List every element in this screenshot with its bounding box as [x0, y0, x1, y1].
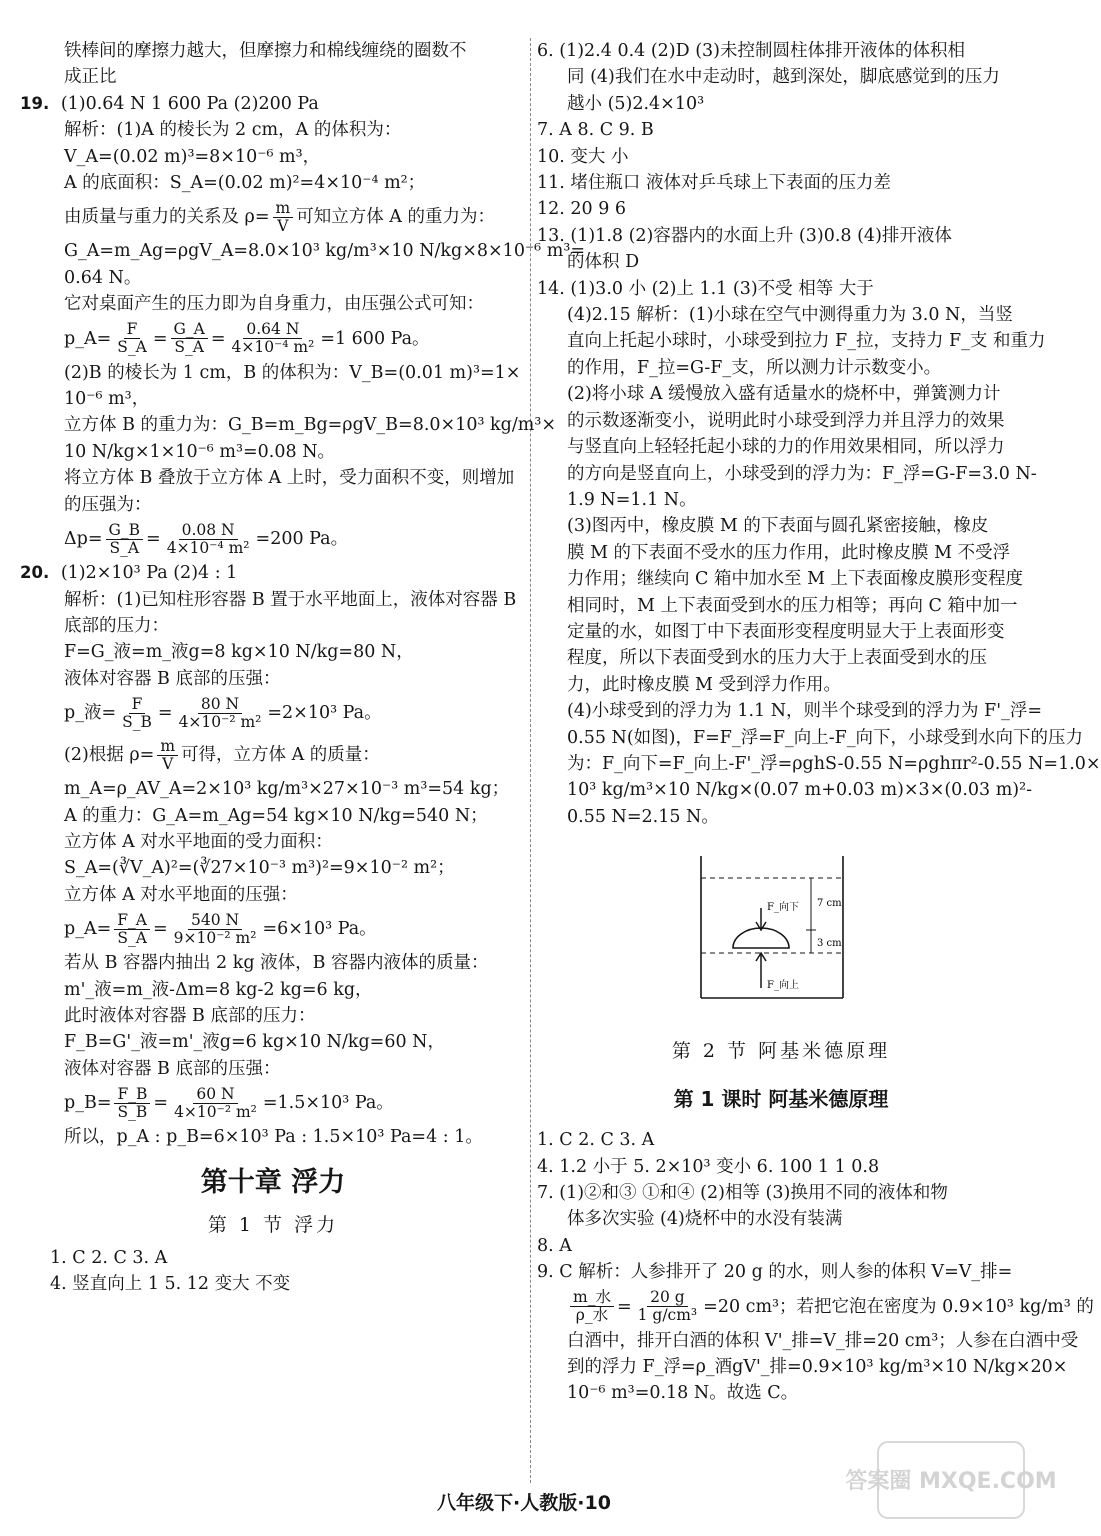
text-span: = — [210, 328, 226, 349]
fraction — [114, 912, 150, 947]
denominator: S_B — [122, 712, 152, 731]
answer-line: 14. (1)3.0 小 (2)上 1.1 (3)不受 相等 大于 — [537, 278, 874, 299]
text-line: (3)图丙中，橡皮膜 M 的下表面与圆孔紧密接触，橡皮 — [567, 516, 989, 537]
denominator: 4×10⁻² m² — [174, 1102, 257, 1121]
answer-line: 11. 堵住瓶口 液体对乒乓球上下表面的压力差 — [537, 173, 891, 194]
fraction — [171, 912, 260, 947]
denominator: S_A — [174, 338, 204, 357]
section-title: 第 1 节 浮力 — [207, 1213, 339, 1236]
text-line: A 的底面积：S_A=(0.02 m)²=4×10⁻⁴ m²； — [64, 173, 426, 194]
answer-line: 同 (4)我们在水中走动时，越到深处，脚底感觉到的压力 — [567, 67, 1000, 88]
fraction — [635, 1289, 701, 1324]
analysis-line: 解析：(1)已知柱形容器 B 置于水平地面上，液体对容器 B — [64, 589, 517, 610]
question-number: 19. — [20, 93, 50, 113]
answer-line: 12. 20 9 6 — [537, 199, 627, 220]
text-line: (2)B 的棱长为 1 cm，B 的体积为：V_B=(0.01 m)³=1× — [64, 362, 521, 383]
answer: (1)2×10³ Pa (2)4 : 1 — [60, 563, 238, 584]
text-span: 可得，立方体 A 的质量： — [181, 745, 380, 766]
text-line: 立方体 B 的重力为：G_B=m_Bg=ρgV_B=8.0×10³ kg/m³× — [64, 415, 557, 436]
denominator: S_B — [117, 1102, 148, 1121]
formula-line — [20, 318, 526, 360]
fraction — [171, 1086, 260, 1121]
right-column — [537, 38, 1101, 1407]
label-3cm: 3 cm — [817, 938, 842, 950]
fraction — [119, 696, 155, 731]
text-line: 1.9 N=1.1 N。 — [567, 489, 697, 510]
text-line: 程度，所以下表面受到水的压力大于上表面受到水的压 — [567, 648, 987, 669]
text-span: p_A= — [64, 919, 112, 940]
fraction — [106, 522, 144, 557]
numerator: 540 N — [188, 912, 242, 930]
text-line: (2)将小球 A 缓慢放入盛有适量水的烧杯中，弹簧测力计 — [567, 384, 1001, 405]
text-line: 白酒中，排开白酒的体积 V'_排=V_排=20 cm³；人参在白酒中受 — [567, 1330, 1079, 1351]
text-line: 将立方体 B 叠放于立方体 A 上时，受力面积不变，则增加 — [64, 468, 515, 489]
fraction — [171, 321, 208, 356]
numerator: 0.08 N — [179, 522, 238, 540]
denominator: 1 g/cm³ — [637, 1306, 698, 1325]
text-span: (2)根据 ρ= — [64, 745, 155, 766]
answer-line: 体多次实验 (4)烧杯中的水没有装满 — [567, 1209, 843, 1230]
watermark-logo — [845, 1440, 1057, 1520]
force-down-label: F_向下 — [767, 902, 799, 914]
text-line: V_A=(0.02 m)³=8×10⁻⁶ m³， — [64, 146, 321, 167]
text-line: 力，此时橡皮膜 M 受到浮力作用。 — [567, 674, 842, 695]
text-span: =20 cm³；若把它泡在密度为 0.9×10³ kg/m³ 的 — [703, 1296, 1094, 1317]
text-line: 与竖直向上轻轻托起小球的力的作用效果相同，所以浮力 — [567, 437, 1005, 458]
text-line: 10⁻⁶ m³=0.18 N。故选 C。 — [567, 1383, 799, 1404]
numerator: 60 N — [193, 1086, 237, 1104]
text-line: A 的重力：G_A=m_Ag=54 kg×10 N/kg=540 N； — [64, 805, 488, 826]
text-line: 立方体 A 对水平地面的受力面积： — [64, 831, 333, 852]
label-7cm: 7 cm — [817, 898, 842, 910]
text-line: 10³ kg/m³×10 N/kg×(0.07 m+0.03 m)×3×(0.03 m)²- — [567, 780, 1033, 801]
text-line: 立方体 A 对水平地面的压强： — [64, 884, 298, 905]
text-line: 的压强为： — [64, 494, 152, 515]
text-line: 成正比 — [64, 67, 117, 88]
text-line: 直向上托起小球时，小球受到拉力 F_拉，支持力 F_支 和重力 — [567, 331, 1046, 352]
text-line: 膜 M 的下表面不受水的压力作用，此时橡皮膜 M 不受浮 — [567, 542, 1011, 563]
numerator: F_B — [114, 1086, 150, 1104]
denominator: 9×10⁻² m² — [173, 928, 257, 947]
text-line: 0.55 N(如图)，F=F_浮=F_向上-F_向下，小球受到水向下的压力 — [567, 727, 1084, 748]
text-line: 的方向是竖直向上，小球受到的浮力为：F_浮=G-F=3.0 N- — [567, 463, 1037, 484]
text-line: 它对桌面产生的压力即为自身重力，由压强公式可知： — [64, 294, 484, 315]
text-line: S_A=(∛V_A)²=(∛27×10⁻³ m³)²=9×10⁻² m²； — [64, 858, 455, 879]
answer-line: 10. 变大 小 — [537, 146, 629, 167]
answer-line: 7. (1)②和③ ①和④ (2)相等 (3)换用不同的液体和物 — [537, 1183, 948, 1203]
denominator: 4×10⁻² m² — [178, 712, 262, 731]
formula-line — [20, 1082, 526, 1124]
text-span: p_液= — [64, 703, 117, 724]
text-line: 的示数逐渐变小，说明此时小球受到浮力并且浮力的效果 — [567, 410, 1005, 431]
denominator: S_A — [117, 338, 147, 357]
text-span: p_B= — [64, 1093, 112, 1114]
text-span: = — [152, 919, 168, 940]
text-span: Δp= — [64, 529, 103, 550]
text-line: 力作用；继续向 C 箱中加水至 M 上下表面橡皮膜形变程度 — [567, 569, 1024, 590]
text-line: 10 N/kg×1×10⁻⁶ m³=0.08 N。 — [64, 441, 336, 462]
text-span: 可知立方体 A 的重力为： — [296, 207, 495, 228]
text-span: = — [146, 529, 161, 550]
fraction — [114, 321, 150, 356]
denominator: S_A — [109, 538, 140, 557]
text-line: (4)小球受到的浮力为 1.1 N，则半个球受到的浮力为 F'_浮= — [567, 701, 1042, 722]
text-line: m_A=ρ_AV_A=2×10³ kg/m³×27×10⁻³ m³=54 kg； — [64, 779, 510, 800]
numerator: F — [129, 696, 146, 714]
numerator: G_A — [171, 321, 208, 339]
text-span: 由质量与重力的关系及 ρ= — [64, 207, 270, 228]
text-span: = — [152, 328, 168, 349]
text-line: 为：F_向下=F_向上-F'_浮=ρghS-0.55 N=ρghπr²-0.55 N=1.0× — [567, 753, 1101, 774]
analysis-line: (4)2.15 解析：(1)小球在空气中测得重力为 3.0 N，当竖 — [567, 305, 1013, 326]
text-line: 的作用，F_拉=G-F_支，所以测力计示数变小。 — [567, 357, 942, 378]
numerator: 20 g — [647, 1289, 688, 1307]
formula-line — [20, 196, 526, 238]
numerator: m — [157, 738, 178, 756]
numerator: m_水 — [570, 1289, 614, 1307]
denominator: V — [277, 216, 289, 235]
text-line: 10⁻⁶ m³， — [64, 389, 150, 410]
text-line: 底部的压力： — [64, 615, 169, 636]
fraction — [176, 696, 265, 731]
section-title: 第 2 节 阿基米德原理 — [671, 1040, 891, 1063]
text-span: = — [157, 703, 173, 724]
numerator: m — [273, 200, 294, 218]
chapter-title: 第十章 浮力 — [200, 1166, 346, 1198]
fraction — [229, 321, 318, 356]
numerator: G_B — [106, 522, 144, 540]
fraction — [273, 200, 294, 235]
text-line: 铁棒间的摩擦力越大，但摩擦力和棉线缠绕的圈数不 — [64, 41, 467, 61]
text-line: G_A=m_Ag=ρgV_A=8.0×10³ kg/m³×10 N/kg×8×10⁻⁶ m³= — [64, 241, 586, 262]
numerator: 0.64 N — [243, 321, 302, 339]
text-line: m'_液=m_液-Δm=8 kg-2 kg=6 kg， — [64, 979, 373, 1000]
answer: (1)0.64 N 1 600 Pa (2)200 Pa — [60, 93, 319, 114]
numerator: 80 N — [198, 696, 242, 714]
question-20 — [20, 560, 526, 586]
formula-line — [537, 1286, 1094, 1328]
text-line: F=G_液=m_液g=8 kg×10 N/kg=80 N， — [64, 642, 414, 663]
answer-line: 的体积 D — [567, 252, 640, 273]
formula-line — [20, 734, 526, 776]
text-span: =1 600 Pa。 — [320, 328, 430, 349]
formula-line — [20, 908, 526, 950]
answer-line: 1. C 2. C 3. A — [537, 1130, 655, 1151]
answer-line: 7. A 8. C 9. B — [537, 120, 654, 141]
text-line: 此时液体对容器 B 底部的压力： — [64, 1005, 316, 1026]
formula-line — [20, 692, 526, 734]
text-span: =1.5×10³ Pa。 — [262, 1093, 394, 1114]
denominator: 4×10⁻⁴ m² — [231, 338, 315, 357]
formula-line — [20, 518, 526, 560]
fraction — [114, 1086, 150, 1121]
answer-line: 越小 (5)2.4×10³ — [567, 93, 705, 114]
fraction — [157, 738, 178, 773]
lesson-title: 第 1 课时 阿基米德原理 — [673, 1087, 889, 1112]
answer-line: 6. (1)2.4 0.4 (2)D (3)未控制圆柱体排开液体的体积相 — [537, 41, 966, 61]
text-line: 0.64 N。 — [64, 267, 142, 288]
page-footer: 八年级下·人教版·10 — [437, 1492, 611, 1514]
text-line: 相同时，M 上下表面受到水的压力相等；再向 C 箱中加一 — [567, 595, 1018, 616]
answer-line: 1. C 2. C 3. A — [50, 1247, 168, 1268]
answer-line: 4. 1.2 小于 5. 2×10³ 变小 6. 100 1 1 0.8 — [537, 1156, 880, 1177]
answer-line: 13. (1)1.8 (2)容器内的水面上升 (3)0.8 (4)排开液体 — [537, 225, 952, 246]
hemisphere-pressure-diagram — [693, 848, 873, 1018]
question-19 — [20, 91, 526, 117]
denominator: S_A — [117, 928, 147, 947]
force-up-label: F_向上 — [767, 980, 799, 992]
fraction — [164, 522, 253, 557]
text-line: 液体对容器 B 底部的压强： — [64, 668, 281, 689]
denominator: ρ_水 — [575, 1306, 609, 1325]
watermark-text: 答案圈 MXQE.COM — [845, 1469, 1057, 1494]
text-span: p_A= — [64, 328, 112, 349]
answer-line: 8. A — [537, 1235, 572, 1256]
denominator: V — [162, 754, 174, 773]
text-line: 液体对容器 B 底部的压强： — [64, 1058, 281, 1079]
text-span: =6×10³ Pa。 — [262, 919, 377, 940]
answer-line: 9. C 解析：人参排开了 20 g 的水，则人参的体积 V=V_排= — [537, 1262, 1013, 1283]
text-span: =200 Pa。 — [255, 529, 349, 550]
text-span: = — [616, 1296, 632, 1317]
numerator: F — [124, 321, 141, 339]
text-line: 若从 B 容器内抽出 2 kg 液体，B 容器内液体的质量： — [64, 953, 489, 974]
question-number: 20. — [20, 563, 50, 583]
text-line: 定量的水，如图丁中下表面形变程度明显大于上表面形变 — [567, 621, 1005, 642]
text-line: F_B=G'_液=m'_液g=6 kg×10 N/kg=60 N， — [64, 1032, 445, 1053]
text-line: 0.55 N=2.15 N。 — [567, 806, 719, 827]
answer-line: 4. 竖直向上 1 5. 12 变大 不变 — [50, 1274, 291, 1294]
denominator: 4×10⁻⁴ m² — [166, 538, 250, 557]
fraction — [570, 1289, 614, 1324]
text-span: =2×10³ Pa。 — [267, 703, 382, 724]
analysis-line: 解析：(1)A 的棱长为 2 cm，A 的体积为： — [64, 120, 402, 141]
text-line: 所以，p_A : p_B=6×10³ Pa : 1.5×10³ Pa=4 : 1。 — [64, 1127, 483, 1148]
text-line: 到的浮力 F_浮=ρ_酒gV'_排=0.9×10³ kg/m³×10 N/kg×20× — [567, 1357, 1068, 1378]
numerator: F_A — [114, 912, 150, 930]
text-span: = — [153, 1093, 169, 1114]
